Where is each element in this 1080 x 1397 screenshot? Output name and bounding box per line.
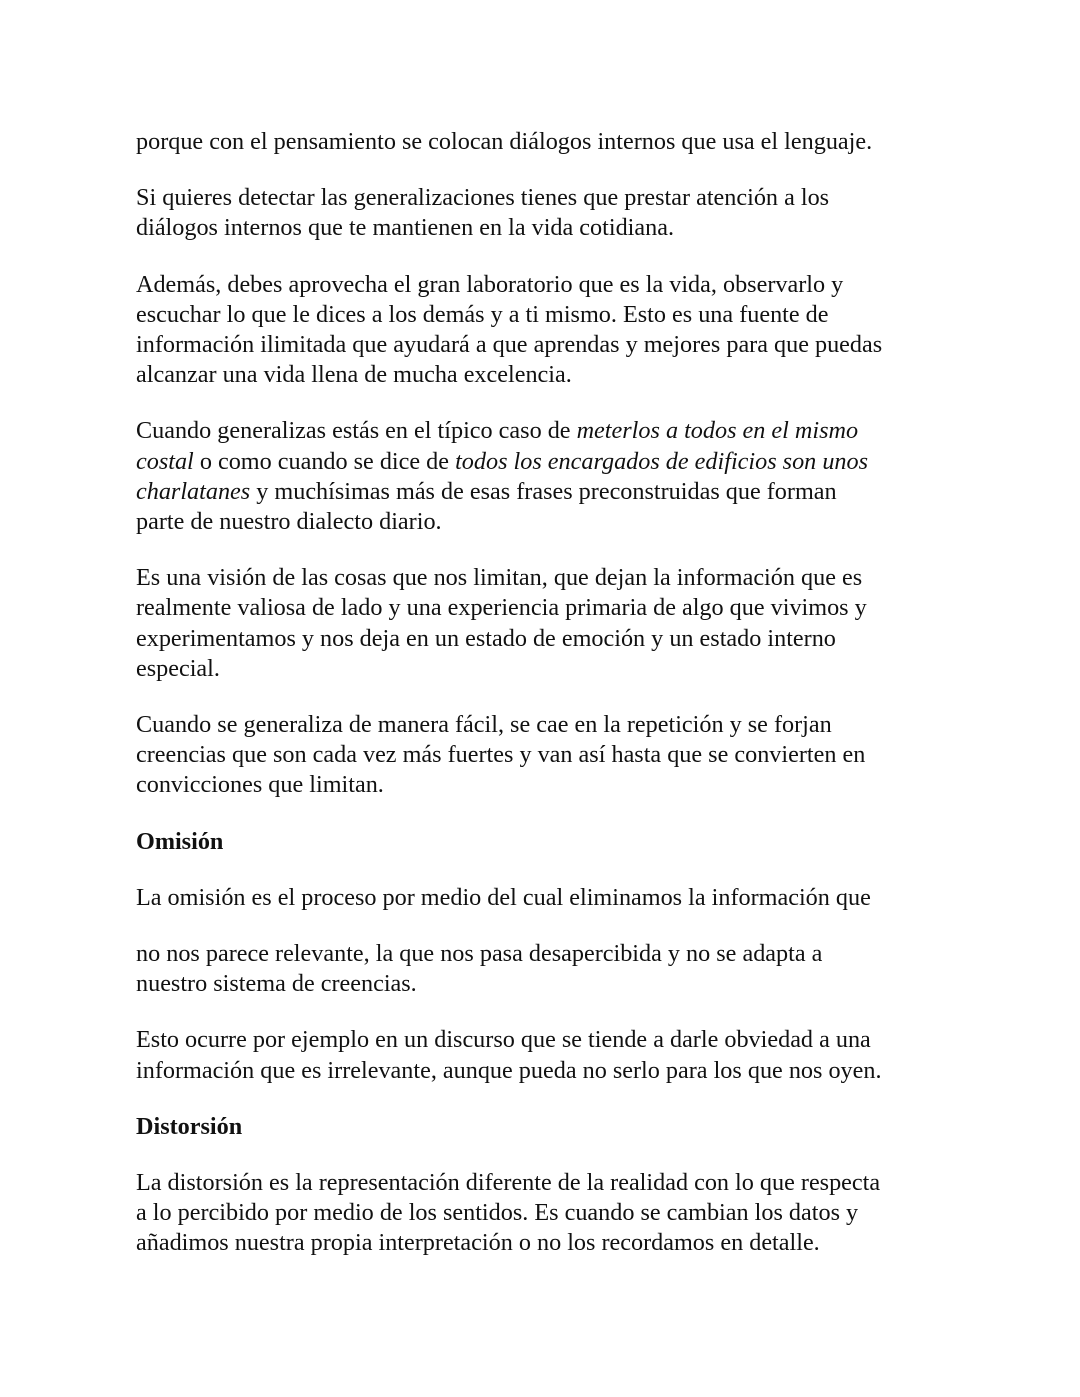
text-line: Además, debes aprovecha el gran laboratorio que es la vida, observarlo y [136,270,844,298]
paragraph-vision-limitante [136,563,956,684]
text-line [136,507,956,537]
text-line [136,447,956,477]
text-line: realmente valiosa de lado y una experiencia primaria de algo que vivimos y [136,594,867,622]
text-line: La omisión es el proceso por medio del cual eliminamos la información que [136,883,871,911]
text-run: y muchísimas más de esas frases preconstruidas que forman [250,477,837,505]
text-line: Cuando se generaliza de manera fácil, se cae en la repetición y se forjan [136,711,832,739]
section-heading-distorsion: Distorsión [136,1112,243,1140]
paragraph-omision-definicion [136,883,956,913]
paragraph-repeticion-creencias [136,710,956,801]
text-line: alcanzar una vida llena de mucha excelencia. [136,361,572,389]
text-run: o como cuando se dice de [193,447,456,475]
text-run: Cuando generalizas estás en el típico caso de [136,417,577,445]
text-line: Si quieres detectar las generalizaciones tienes que prestar atención a los [136,184,830,212]
italic-phrase: todos los encargados de edificios son unos [455,447,869,475]
paragraph-pensamiento [136,127,956,157]
text-line: Es una visión de las cosas que nos limitan, que dejan la información que es [136,564,863,592]
text-run: parte de nuestro dialecto diario. [136,508,442,536]
paragraph-omision-ejemplo [136,1025,956,1085]
text-line: información que es irrelevante, aunque pueda no serlo para los que nos oyen. [136,1056,882,1084]
paragraph-detectar-generalizaciones [136,183,956,243]
text-line: porque con el pensamiento se colocan diálogos internos que usa el lenguaje. [136,128,873,155]
italic-phrase: charlatanes [136,477,251,505]
text-line: no nos parece relevante, la que nos pasa desapercibida y no se adapta a [136,940,823,968]
paragraph-laboratorio [136,270,956,391]
text-line: experimentamos y nos deja en un estado de emoción y un estado interno [136,624,836,652]
text-line: añadimos nuestra propia interpretación o no los recordamos en detalle. [136,1229,820,1257]
paragraph-mismo-costal [136,416,956,537]
section-heading-omision: Omisión [136,827,224,855]
text-line: La distorsión es la representación diferente de la realidad con lo que respecta [136,1169,881,1197]
italic-phrase: meterlos a todos en el mismo [576,417,859,445]
text-line: a lo percibido por medio de los sentidos. Es cuando se cambian los datos y [136,1199,859,1227]
paragraph-omision-relevancia [136,939,956,999]
text-line: información ilimitada que ayudará a que aprendas y mejores para que puedas [136,331,883,359]
text-line: escuchar lo que le dices a los demás y a ti mismo. Esto es una fuente de [136,300,829,328]
text-line: especial. [136,654,220,682]
document-page [136,127,956,1285]
text-line: diálogos internos que te mantienen en la vida cotidiana. [136,214,675,242]
text-line: convicciones que limitan. [136,771,384,799]
italic-phrase: costal [136,447,194,475]
paragraph-distorsion-definicion [136,1168,956,1259]
text-line: nuestro sistema de creencias. [136,970,417,998]
text-line [136,477,956,507]
text-line [136,416,956,446]
text-line: creencias que son cada vez más fuertes y van así hasta que se convierten en [136,741,866,769]
text-line: Esto ocurre por ejemplo en un discurso que se tiende a darle obviedad a una [136,1026,871,1054]
